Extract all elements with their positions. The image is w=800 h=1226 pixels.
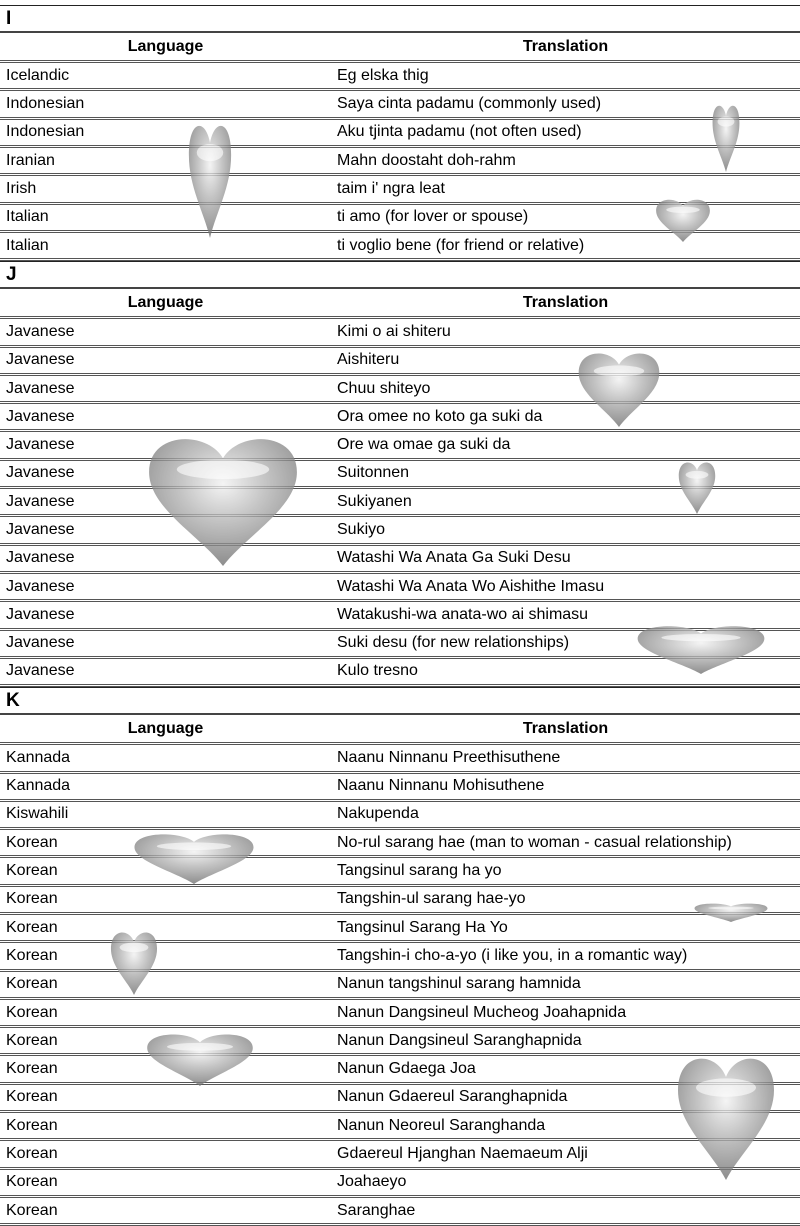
language-cell: Korean: [0, 1112, 331, 1140]
table-row: [0, 657, 800, 685]
language-cell: Korean: [0, 914, 331, 942]
translation-cell: Tangsinul Sarang Ha Yo: [331, 914, 800, 942]
translation-cell: Eg elska thig: [331, 62, 800, 90]
language-cell: Javanese: [0, 657, 331, 685]
language-cell: Korean: [0, 1083, 331, 1111]
table-row: [0, 544, 800, 572]
table-row: [0, 346, 800, 374]
letter-section: [0, 687, 800, 1226]
translation-cell: Watashi Wa Anata Ga Suki Desu: [331, 544, 800, 572]
language-cell: Korean: [0, 970, 331, 998]
table-row: [0, 572, 800, 600]
language-cell: Javanese: [0, 431, 331, 459]
translation-cell: Joahaeyo: [331, 1168, 800, 1196]
language-cell: Icelandic: [0, 62, 331, 90]
translation-cell: Sukiyanen: [331, 488, 800, 516]
language-cell: Korean: [0, 829, 331, 857]
table-row: [0, 942, 800, 970]
table-row: [0, 829, 800, 857]
language-cell: Kiswahili: [0, 800, 331, 828]
table-row: [0, 374, 800, 402]
section-letter-heading: J: [0, 261, 800, 289]
language-cell: Korean: [0, 1140, 331, 1168]
translation-cell: Nanun Neoreul Saranghanda: [331, 1112, 800, 1140]
table-row: [0, 318, 800, 346]
language-cell: Javanese: [0, 488, 331, 516]
table-row: [0, 231, 800, 259]
table-row: [0, 431, 800, 459]
translation-cell: taim i' ngra leat: [331, 175, 800, 203]
table-row: [0, 885, 800, 913]
translation-cell: No-rul sarang hae (man to woman - casual relationship): [331, 829, 800, 857]
translation-cell: Saranghae: [331, 1196, 800, 1224]
language-cell: Javanese: [0, 601, 331, 629]
section-letter-heading: K: [0, 687, 800, 715]
table-row: [0, 146, 800, 174]
language-column-header: Language: [0, 289, 331, 317]
translation-table: [0, 715, 800, 1226]
translation-cell: Kimi o ai shiteru: [331, 318, 800, 346]
language-cell: Korean: [0, 1055, 331, 1083]
language-cell: Javanese: [0, 374, 331, 402]
translation-cell: ti amo (for lover or spouse): [331, 203, 800, 231]
letter-section: [0, 5, 800, 261]
table-row: [0, 857, 800, 885]
translation-column-header: Translation: [331, 33, 800, 61]
language-cell: Javanese: [0, 346, 331, 374]
table-row: [0, 772, 800, 800]
language-cell: Korean: [0, 1168, 331, 1196]
translation-cell: Tangsinul sarang ha yo: [331, 857, 800, 885]
language-cell: Korean: [0, 857, 331, 885]
translation-page: [0, 5, 800, 1226]
language-cell: Javanese: [0, 403, 331, 431]
translation-cell: Ore wa omae ga suki da: [331, 431, 800, 459]
translation-cell: Saya cinta padamu (commonly used): [331, 90, 800, 118]
table-row: [0, 62, 800, 90]
translation-cell: Suki desu (for new relationships): [331, 629, 800, 657]
language-cell: Kannada: [0, 772, 331, 800]
language-column-header: Language: [0, 33, 331, 61]
table-header-row: [0, 289, 800, 317]
translation-cell: Tangshin-i cho-a-yo (i like you, in a romantic way): [331, 942, 800, 970]
letter-section: [0, 261, 800, 687]
table-row: [0, 90, 800, 118]
translation-cell: Aku tjinta padamu (not often used): [331, 118, 800, 146]
table-row: [0, 1196, 800, 1224]
table-row: [0, 1083, 800, 1111]
translation-cell: Watakushi-wa anata-wo ai shimasu: [331, 601, 800, 629]
translation-cell: Nanun Gdaereul Saranghapnida: [331, 1083, 800, 1111]
translation-column-header: Translation: [331, 289, 800, 317]
table-row: [0, 601, 800, 629]
table-row: [0, 744, 800, 772]
translation-cell: Aishiteru: [331, 346, 800, 374]
language-cell: Javanese: [0, 629, 331, 657]
table-row: [0, 403, 800, 431]
table-row: [0, 175, 800, 203]
table-row: [0, 970, 800, 998]
language-cell: Korean: [0, 942, 331, 970]
translation-cell: Tangshin-ul sarang hae-yo: [331, 885, 800, 913]
translation-column-header: Translation: [331, 715, 800, 743]
language-cell: Irish: [0, 175, 331, 203]
table-row: [0, 203, 800, 231]
table-row: [0, 800, 800, 828]
table-row: [0, 1140, 800, 1168]
language-cell: Korean: [0, 885, 331, 913]
table-row: [0, 488, 800, 516]
table-row: [0, 1027, 800, 1055]
translation-cell: Kulo tresno: [331, 657, 800, 685]
language-cell: Javanese: [0, 516, 331, 544]
language-cell: Italian: [0, 231, 331, 259]
table-row: [0, 629, 800, 657]
language-cell: Indonesian: [0, 90, 331, 118]
language-cell: Iranian: [0, 146, 331, 174]
language-cell: Javanese: [0, 572, 331, 600]
table-row: [0, 1112, 800, 1140]
table-row: [0, 998, 800, 1026]
translation-cell: Naanu Ninnanu Preethisuthene: [331, 744, 800, 772]
language-cell: Kannada: [0, 744, 331, 772]
table-row: [0, 459, 800, 487]
language-cell: Indonesian: [0, 118, 331, 146]
language-cell: Korean: [0, 1196, 331, 1224]
language-column-header: Language: [0, 715, 331, 743]
table-row: [0, 1055, 800, 1083]
translation-cell: Watashi Wa Anata Wo Aishithe Imasu: [331, 572, 800, 600]
translation-cell: Chuu shiteyo: [331, 374, 800, 402]
language-cell: Javanese: [0, 544, 331, 572]
translation-cell: Nakupenda: [331, 800, 800, 828]
table-row: [0, 118, 800, 146]
translation-cell: Ora omee no koto ga suki da: [331, 403, 800, 431]
translation-cell: Gdaereul Hjanghan Naemaeum Alji: [331, 1140, 800, 1168]
translation-table: [0, 33, 800, 261]
translation-cell: Naanu Ninnanu Mohisuthene: [331, 772, 800, 800]
translation-cell: Nanun Gdaega Joa: [331, 1055, 800, 1083]
translation-cell: Nanun tangshinul sarang hamnida: [331, 970, 800, 998]
table-row: [0, 1168, 800, 1196]
table-header-row: [0, 33, 800, 61]
translation-cell: ti voglio bene (for friend or relative): [331, 231, 800, 259]
section-letter-heading: I: [0, 5, 800, 33]
translation-cell: Nanun Dangsineul Saranghapnida: [331, 1027, 800, 1055]
language-cell: Javanese: [0, 318, 331, 346]
table-row: [0, 516, 800, 544]
language-cell: Korean: [0, 998, 331, 1026]
language-cell: Italian: [0, 203, 331, 231]
table-header-row: [0, 715, 800, 743]
translation-cell: Nanun Dangsineul Mucheog Joahapnida: [331, 998, 800, 1026]
language-cell: Korean: [0, 1027, 331, 1055]
translation-table: [0, 289, 800, 687]
language-cell: Javanese: [0, 459, 331, 487]
translation-cell: Sukiyo: [331, 516, 800, 544]
table-row: [0, 914, 800, 942]
translation-cell: Mahn doostaht doh-rahm: [331, 146, 800, 174]
translation-cell: Suitonnen: [331, 459, 800, 487]
